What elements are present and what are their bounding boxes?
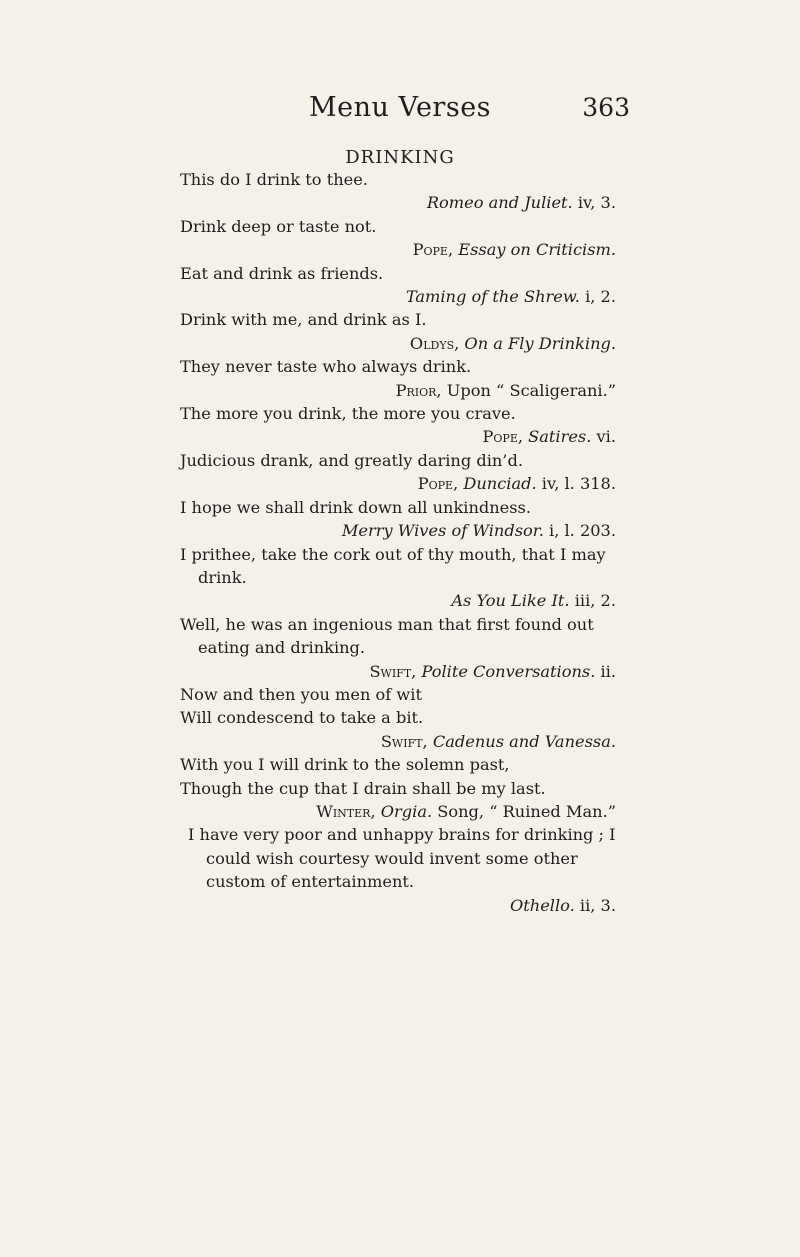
quotation-text: The more you drink, the more you crave. [180,404,516,424]
source-work: As You Like It. [451,591,570,611]
source-work: Taming of the Shrew. [405,287,580,307]
source-author: Pope, [482,427,524,447]
quotation-entry [180,168,616,215]
source-reference: ii, 3. [579,895,616,915]
quotation-source [180,472,616,495]
quotation-entry [180,402,616,449]
quotation-source [180,730,616,753]
quotation-text: Drink deep or taste not. [180,216,377,236]
source-reference: Upon “ Scaligerani.” [446,380,616,400]
source-reference: i, 2. [585,287,616,307]
quotation-entry [180,355,616,402]
quotation-text: With you I will drink to the solemn past, [180,755,510,775]
quotation-source [180,894,616,917]
quotation-text: I hope we shall drink down all unkindness. [180,497,531,517]
quotation-source [180,589,616,612]
quotation-text: Drink with me, and drink as I. [180,310,427,330]
quotation-source [180,800,616,823]
source-reference: iv, l. 318. [541,474,616,494]
source-work: Othello. [510,895,575,915]
source-work: Dunciad. [463,474,537,494]
source-work: Cadenus and Vanessa. [432,731,616,751]
quotation-entry [180,683,616,753]
page-number: 363 [582,93,630,122]
source-author: Winter, [316,801,376,821]
quotation-entry [180,449,616,496]
source-work: Orgia. [380,801,433,821]
source-work: Romeo and Juliet. [426,193,573,213]
source-reference: Song, “ Ruined Man.” [437,801,616,821]
quotation-source [180,238,616,261]
source-author: Prior, [395,380,442,400]
quotation-text: Well, he was an ingenious man that first found out eating and drinking. [180,614,594,658]
quotation-entry [180,215,616,262]
source-author: Swift, [380,731,428,751]
quotation-text: Though the cup that I drain shall be my last. [180,778,546,798]
quotation-source [180,519,616,542]
source-reference: i, l. 203. [549,521,616,541]
quotation-entry [180,496,616,543]
quotation-source [180,332,616,355]
quotation-text: Now and then you men of wit [180,684,422,704]
quotation-source [180,425,616,448]
quotation-text: I have very poor and unhappy brains for drinking ; I could wish courtesy would invent some other custom of entertainment. [188,825,616,892]
quotation-entry [180,753,616,823]
quotation-text: This do I drink to thee. [180,170,368,189]
source-reference: vi. [596,427,616,447]
quotation-entry [180,308,616,355]
running-title: Menu Verses [308,92,492,123]
source-work: On a Fly Drinking. [464,333,616,353]
source-reference: ii. [600,661,616,681]
source-work: Merry Wives of Windsor. [341,521,544,541]
source-author: Pope, [412,240,454,260]
section-title: DRINKING [345,147,455,168]
quotation-entry [180,543,616,613]
quotation-source [180,285,616,308]
quotation-entry [180,262,616,309]
quotation-entry [180,613,616,683]
quotation-text: Eat and drink as friends. [180,263,384,283]
quotation-entry [180,823,616,917]
source-reference: iii, 2. [574,591,616,611]
running-header [0,92,800,132]
quotation-text: I prithee, take the cork out of thy mouth, that I may drink. [180,544,606,587]
quotation-text: Judicious drank, and greatly daring din’d. [180,450,523,470]
source-author: Swift, [369,661,417,681]
quotation-source [180,379,616,402]
source-author: Pope, [417,474,459,494]
quotation-source [180,660,616,683]
source-work: Polite Conversations. [421,661,596,681]
source-work: Essay on Criticism. [458,240,616,260]
quotation-text: Will condescend to take a bit. [180,708,424,728]
source-reference: iv, 3. [577,193,616,213]
quotation-source [180,191,616,214]
quotation-text: They never taste who always drink. [180,357,472,377]
source-work: Satires. [528,427,592,447]
quotation-list [180,168,616,917]
source-author: Oldys, [409,333,460,353]
